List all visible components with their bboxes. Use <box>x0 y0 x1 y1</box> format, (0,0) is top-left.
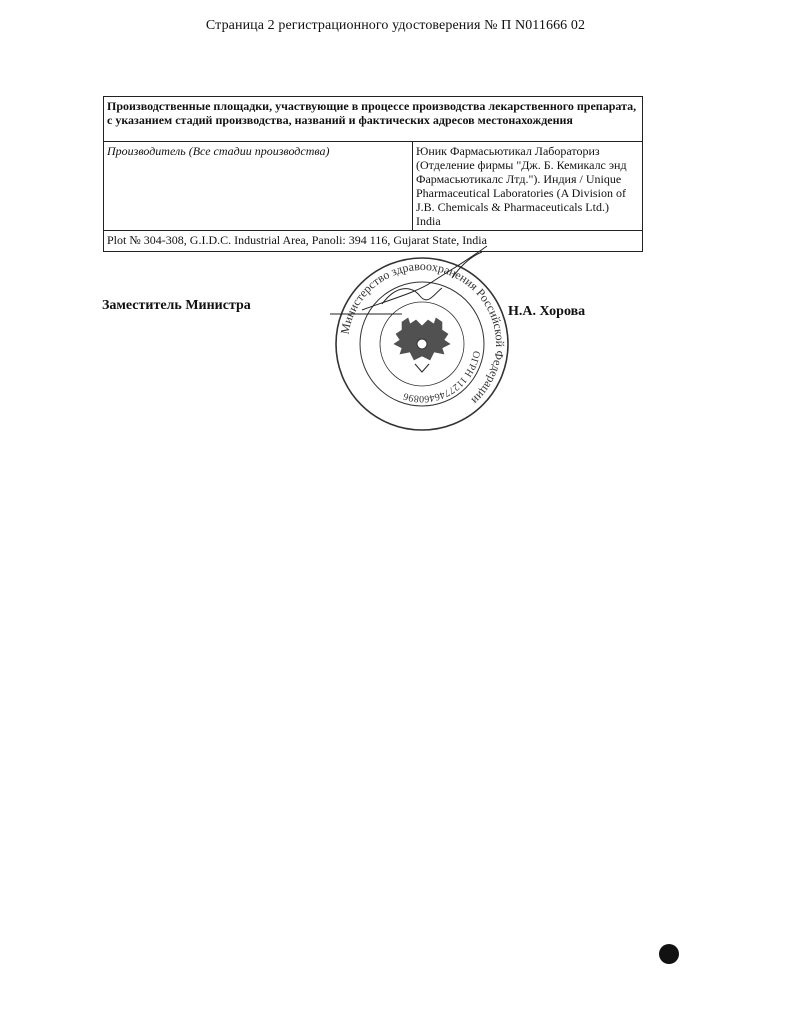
stamp-inner-text: ОГРН 1127746460896 <box>402 349 482 405</box>
production-sites-table <box>103 96 643 252</box>
double-headed-eagle-icon <box>394 318 450 372</box>
manufacturer-line: J.B. Chemicals & Pharmaceuticals Ltd.) <box>416 200 609 214</box>
signatory-title: Заместитель Министра <box>102 298 251 313</box>
manufacturer-line: (Отделение фирмы "Дж. Б. Кемикалс энд <box>416 158 627 172</box>
table-header-row <box>104 97 643 142</box>
signatory-name: Н.А. Хорова <box>508 304 586 319</box>
stamp-outer-text: Министерство здравоохранения Российской Федерации <box>337 258 508 408</box>
manufacturer-role-cell: Производитель (Все стадии производства) <box>104 142 413 231</box>
table-row <box>104 142 643 231</box>
manufacturer-line: Юник Фармасьютикал Лабораториз <box>416 144 600 158</box>
official-stamp <box>322 244 522 444</box>
manufacturer-name-cell <box>413 142 643 231</box>
manufacturer-line: Pharmaceutical Laboratories (A Division of <box>416 186 626 200</box>
manufacturer-address-cell: Plot № 304-308, G.I.D.C. Industrial Area, Panoli: 394 116, Gujarat State, India <box>104 231 643 252</box>
manufacturer-line: Фармасьютикалс Лтд."). Индия / Unique <box>416 172 622 186</box>
page-header: Страница 2 регистрационного удостоверения № П N011666 02 <box>205 18 586 33</box>
manufacturer-line: India <box>416 214 441 228</box>
page-marker-dot <box>659 944 679 964</box>
table-header-cell: Производственные площадки, участвующие в процессе производства лекарственного препарата, с указанием стадий производства, названий и фактических адресов местонахождения <box>104 97 643 142</box>
